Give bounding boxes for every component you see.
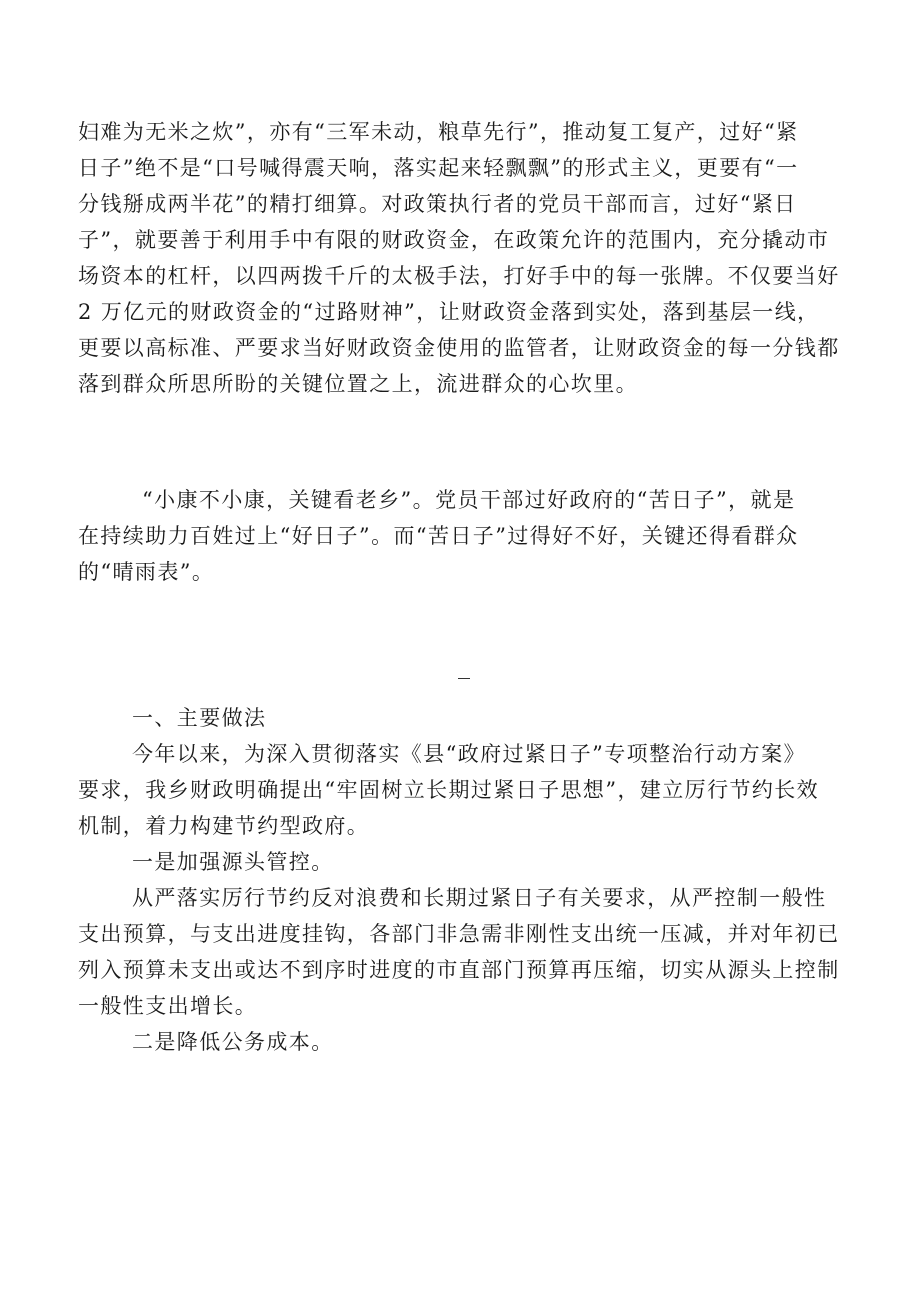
text-line: 在持续助力百姓过上“好日子”。而“苦日子”过得好不好，关键还得看群众 — [78, 524, 799, 548]
section-divider — [458, 678, 470, 679]
text-line: 今年以来，为深入贯彻落实《县“政府过紧日子”专项整治行动方案》 — [132, 742, 806, 766]
point-1-title: 一是加强源头管控。 — [132, 850, 334, 874]
text-line: 机制，着力构建节约型政府。 — [78, 814, 370, 838]
point-2-title: 二是降低公务成本。 — [132, 1030, 334, 1054]
paragraph-xiaokang — [78, 482, 858, 590]
text-line: 一般性支出增长。 — [78, 994, 258, 1018]
section-heading: 一、主要做法 — [132, 706, 267, 730]
text-line: 妇难为无米之炊”，亦有“三军未动，粮草先行”，推动复工复产，过好“紧 — [78, 120, 799, 144]
text-line: 日子”绝不是“口号喊得震天响，落实起来轻飘飘”的形式主义，更要有“一 — [78, 156, 799, 180]
text-line: 子”，就要善于利用手中有限的财政资金，在政策允许的范围内，充分撬动市 — [78, 228, 830, 252]
text-line: 2 万亿元的财政资金的“过路财神”，让财政资金落到实处，落到基层一线， — [78, 300, 820, 324]
text-line: “小康不小康，关键看老乡”。党员干部过好政府的“苦日子”，就是 — [142, 488, 796, 512]
text-line: 更要以高标准、严要求当好财政资金使用的监管者，让财政资金的每一分钱都 — [78, 336, 840, 360]
paragraph-policy-execution — [78, 114, 858, 402]
text-line: 的“晴雨表”。 — [78, 560, 215, 584]
text-line: 要求，我乡财政明确提出“牢固树立长期过紧日子思想”，建立厉行节约长效 — [78, 778, 820, 802]
text-line: 列入预算未支出或达不到序时进度的市直部门预算再压缩，切实从源头上控制 — [78, 958, 840, 982]
text-line: 场资本的杠杆，以四两拨千斤的太极手法，打好手中的每一张牌。不仅要当好 — [78, 264, 840, 288]
text-line: 从严落实厉行节约反对浪费和长期过紧日子有关要求，从严控制一般性 — [132, 886, 827, 910]
text-line: 落到群众所思所盼的关键位置之上，流进群众的心坎里。 — [78, 372, 638, 396]
text-line: 分钱掰成两半花”的精打细算。对政策执行者的党员干部而言，过好“紧日 — [78, 192, 797, 216]
text-line: 支出预算，与支出进度挂钩，各部门非急需非刚性支出统一压减，并对年初已 — [78, 922, 840, 946]
section-main-practices — [78, 700, 858, 1060]
